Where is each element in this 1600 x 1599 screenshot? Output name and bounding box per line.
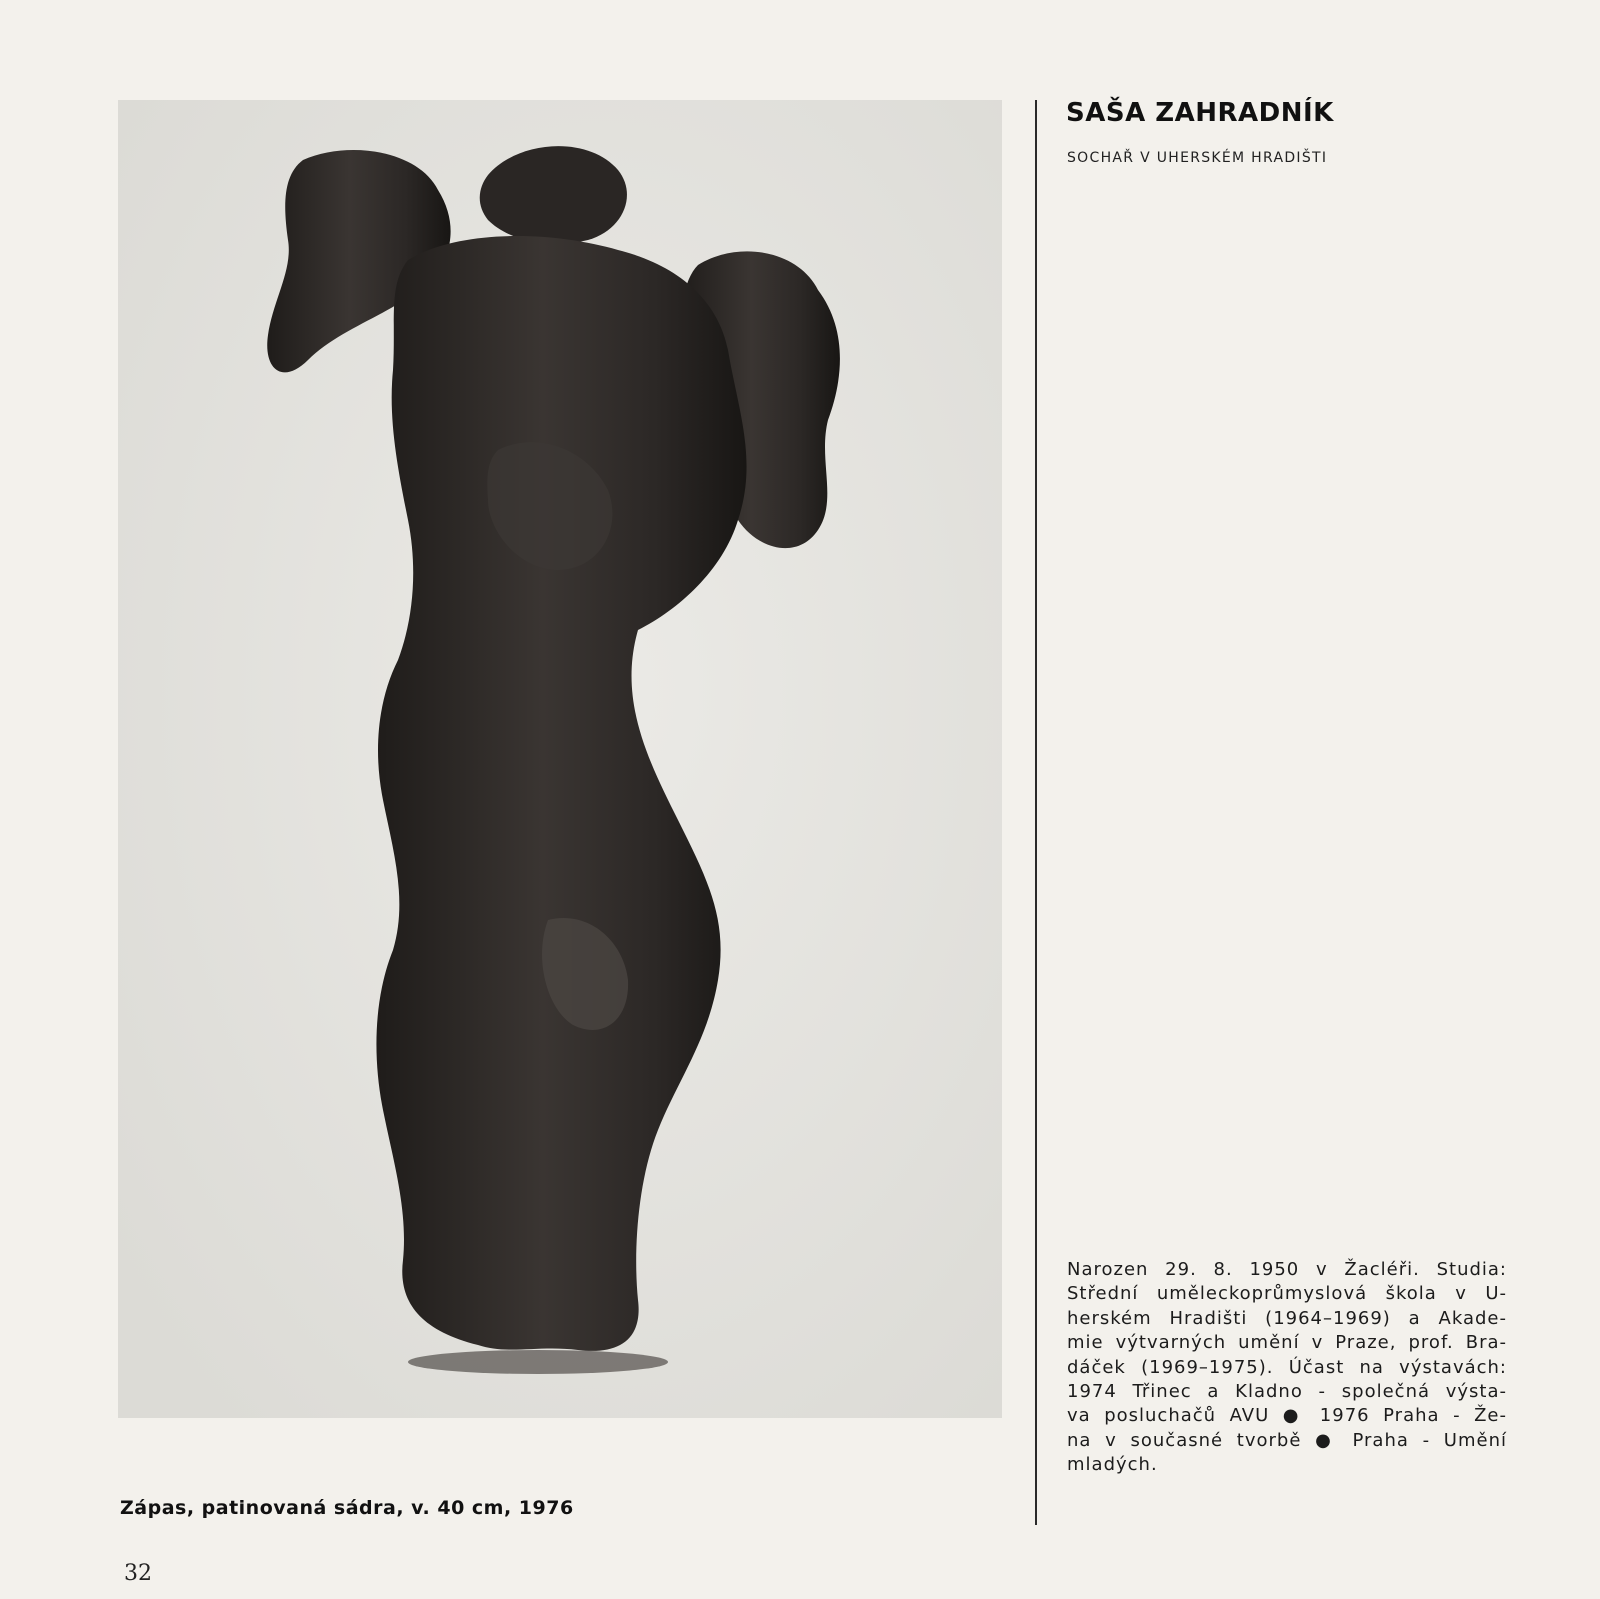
biography-line: Narozen 29. 8. 1950 v Žacléři. Studia: [1067, 1259, 1507, 1280]
biography-line: mladých. [1067, 1454, 1158, 1476]
column-divider [1035, 100, 1037, 1525]
biography-line: 1974 Třinec a Kladno - společná výsta- [1067, 1381, 1507, 1403]
author-name: SAŠA ZAHRADNÍK [1066, 98, 1334, 128]
page-number: 32 [124, 1561, 152, 1586]
biography-line: dáček (1969–1975). Účast na výstavách: [1067, 1356, 1507, 1378]
biography-text [1067, 1258, 1507, 1478]
sculpture-photograph [118, 100, 1002, 1418]
sculpture-figure [118, 100, 1002, 1418]
author-role: SOCHAŘ V UHERSKÉM HRADIŠTI [1067, 150, 1328, 166]
biography-line: Střední uměleckoprůmyslová škola v U- [1067, 1283, 1507, 1305]
artwork-caption: Zápas, patinovaná sádra, v. 40 cm, 1976 [120, 1497, 574, 1519]
biography-line: herském Hradišti (1964–1969) a Akade- [1067, 1307, 1507, 1329]
biography-line: na v současné tvorbě ● Praha - Umění [1067, 1429, 1507, 1451]
biography-line: va posluchačů AVU ● 1976 Praha - Že- [1067, 1405, 1507, 1427]
biography-line: mie výtvarných umění v Praze, prof. Bra- [1067, 1332, 1507, 1354]
